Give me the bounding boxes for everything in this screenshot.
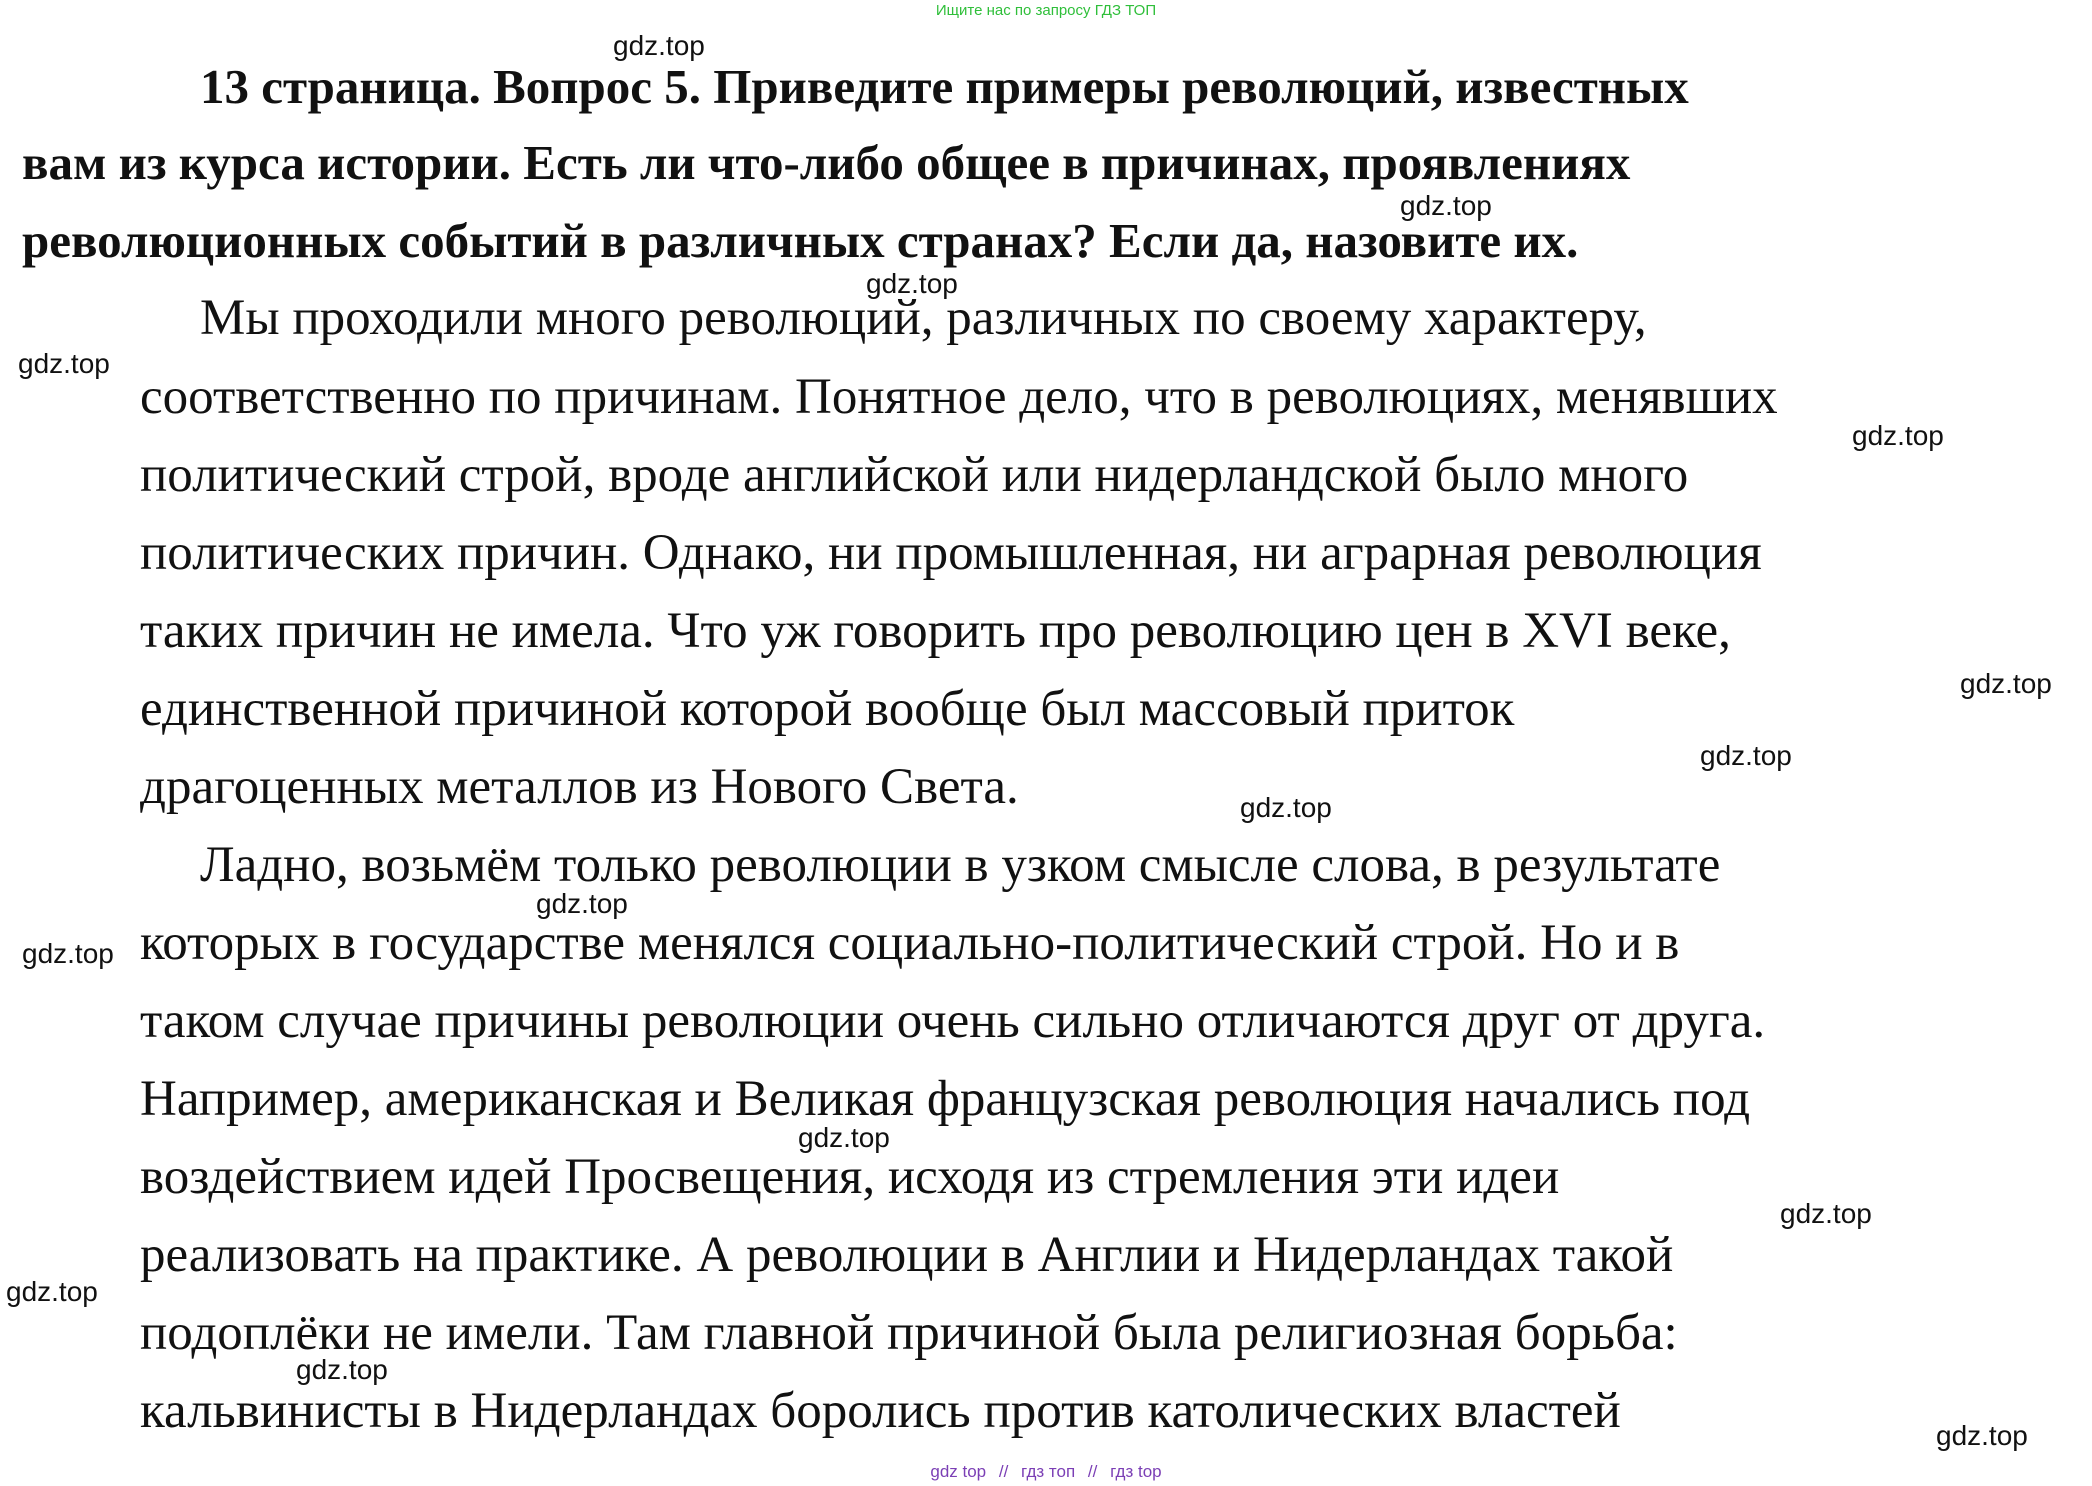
answer-line-11: Например, американская и Великая французская революция начались под xyxy=(140,1071,1751,1127)
watermark: gdz.top xyxy=(1240,792,1332,823)
answer-line-4: политических причин. Однако, ни промышленная, ни аграрная революция xyxy=(140,525,1762,581)
question-heading-line-1: 13 страница. Вопрос 5. Приведите примеры революций, известных xyxy=(200,59,1689,114)
answer-line-12: воздействием идей Просвещения, исходя из стремления эти идеи xyxy=(140,1149,1560,1205)
footer-link-gdz-top-mixed[interactable]: гдз top xyxy=(1110,1462,1162,1481)
watermark: gdz.top xyxy=(1936,1420,2028,1451)
answer-line-14: подоплёки не имели. Там главной причиной была религиозная борьба: xyxy=(140,1305,1678,1361)
footer-link-gdz-top[interactable]: gdz top xyxy=(930,1462,987,1481)
watermark: gdz.top xyxy=(536,888,628,919)
answer-line-15: кальвинисты в Нидерландах боролись против католических властей xyxy=(140,1383,1621,1439)
question-heading-line-2: вам из курса истории. Есть ли что-либо общее в причинах, проявлениях xyxy=(22,135,1631,190)
watermark: gdz.top xyxy=(1700,740,1792,771)
watermark: gdz.top xyxy=(1400,190,1492,221)
watermark: gdz.top xyxy=(613,30,705,61)
answer-line-6: единственной причиной которой вообще был массовый приток xyxy=(140,681,1515,737)
watermark: gdz.top xyxy=(1780,1198,1872,1229)
answer-line-5: таких причин не имела. Что уж говорить про революцию цен в XVI веке, xyxy=(140,603,1731,659)
answer-line-13: реализовать на практике. А революции в Англии и Нидерландах такой xyxy=(140,1227,1674,1283)
answer-line-8: Ладно, возьмём только революции в узком смысле слова, в результате xyxy=(200,837,1721,893)
footer-separator: // xyxy=(1087,1462,1098,1481)
answer-line-7: драгоценных металлов из Нового Света. xyxy=(140,759,1019,815)
watermark: gdz.top xyxy=(296,1354,388,1385)
watermark: gdz.top xyxy=(6,1276,98,1307)
search-hint-banner: Ищите нас по запросу ГДЗ ТОП xyxy=(935,2,1157,19)
footer-separator: // xyxy=(998,1462,1009,1481)
watermark: gdz.top xyxy=(866,268,958,299)
footer-links xyxy=(0,1462,2092,1482)
answer-line-9: которых в государстве менялся социально-политический строй. Но и в xyxy=(140,915,1680,971)
watermark: gdz.top xyxy=(798,1122,890,1153)
answer-line-3: политический строй, вроде английской или нидерландской было много xyxy=(140,447,1689,503)
question-heading-line-3: революционных событий в различных странах? Если да, назовите их. xyxy=(22,213,1579,268)
answer-line-1: Мы проходили много революций, различных по своему характеру, xyxy=(200,290,1647,346)
watermark: gdz.top xyxy=(18,348,110,379)
footer-link-gdz-top-cyrillic[interactable]: гдз топ xyxy=(1021,1462,1076,1481)
answer-line-10: таком случае причины революции очень сильно отличаются друг от друга. xyxy=(140,993,1766,1049)
watermark: gdz.top xyxy=(1852,420,1944,451)
watermark: gdz.top xyxy=(1960,668,2052,699)
watermark: gdz.top xyxy=(22,938,114,969)
answer-line-2: соответственно по причинам. Понятное дело, что в революциях, менявших xyxy=(140,369,1778,425)
